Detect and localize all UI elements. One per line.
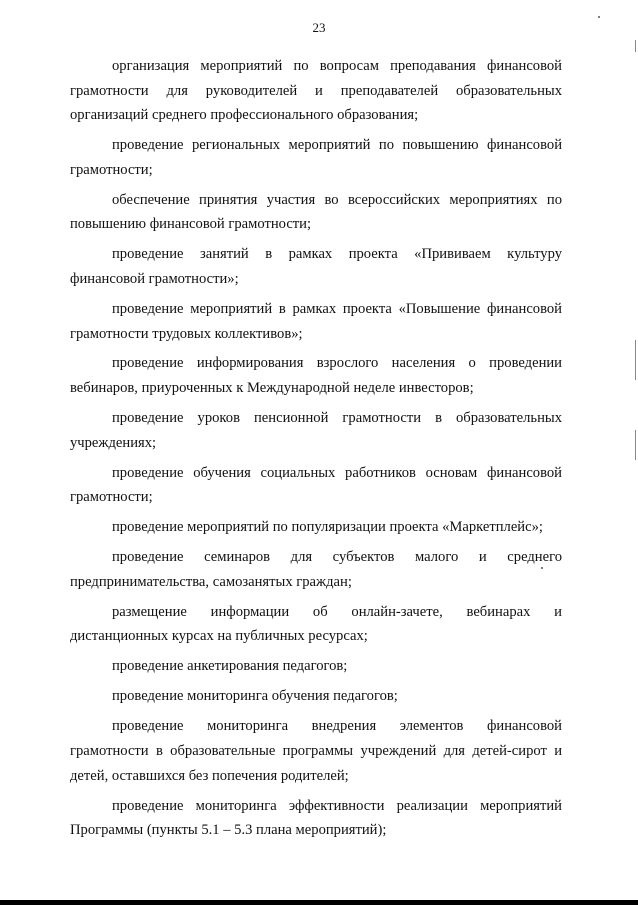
paragraph: проведение мониторинга обучения педагогов; [112,688,398,705]
paragraph: проведение информирования взрослого населения о проведении вебинаров, приуроченных к Международной неделе инвесторов; [70,355,562,397]
paragraph: проведение мониторинга внедрения элементов финансовой грамотности в образовательные программы учреждений для детей-сирот и детей, оставшихся без попечения родителей; [70,718,562,784]
scan-edge-mark [635,40,636,52]
paragraph: проведение обучения социальных работников основам финансовой грамотности; [70,464,562,506]
page-number: 23 [312,20,326,35]
scan-bottom-edge [0,900,638,905]
paragraph: проведение анкетирования педагогов; [112,658,348,675]
scan-speck [541,567,543,569]
paragraph: проведение мониторинга эффективности реализации мероприятий Программы (пункты 5.1 – 5.3 плана мероприятий); [70,797,562,839]
scan-edge-mark [635,340,636,380]
paragraph: обеспечение принятия участия во всероссийских мероприятиях по повышению финансовой грамотности; [70,191,562,233]
paragraph: проведение региональных мероприятий по повышению финансовой грамотности; [70,137,562,178]
paragraph: организация мероприятий по вопросам преподавания финансовой грамотности для руководителей и преподавателей образовательных организаций среднего профессионального образования; [70,58,562,124]
paragraph: размещение информации об онлайн-зачете, вебинарах и дистанционных курсах на публичных ресурсах; [70,603,562,645]
paragraph: проведение занятий в рамках проекта «Прививаем культуру финансовой грамотности»; [70,246,562,287]
paragraph: проведение мероприятий по популяризации проекта «Маркетплейс»; [112,519,543,536]
scan-edge-mark [635,430,636,460]
paragraph: проведение уроков пенсионной грамотности в образовательных учреждениях; [70,410,562,451]
paragraph: проведение мероприятий в рамках проекта «Повышение финансовой грамотности трудовых коллективов»; [70,300,562,342]
paragraph: проведение семинаров для субъектов малого и среднего предпринимательства, самозанятых граждан; [70,549,562,590]
scan-speck [598,16,600,18]
document-body [70,54,562,848]
